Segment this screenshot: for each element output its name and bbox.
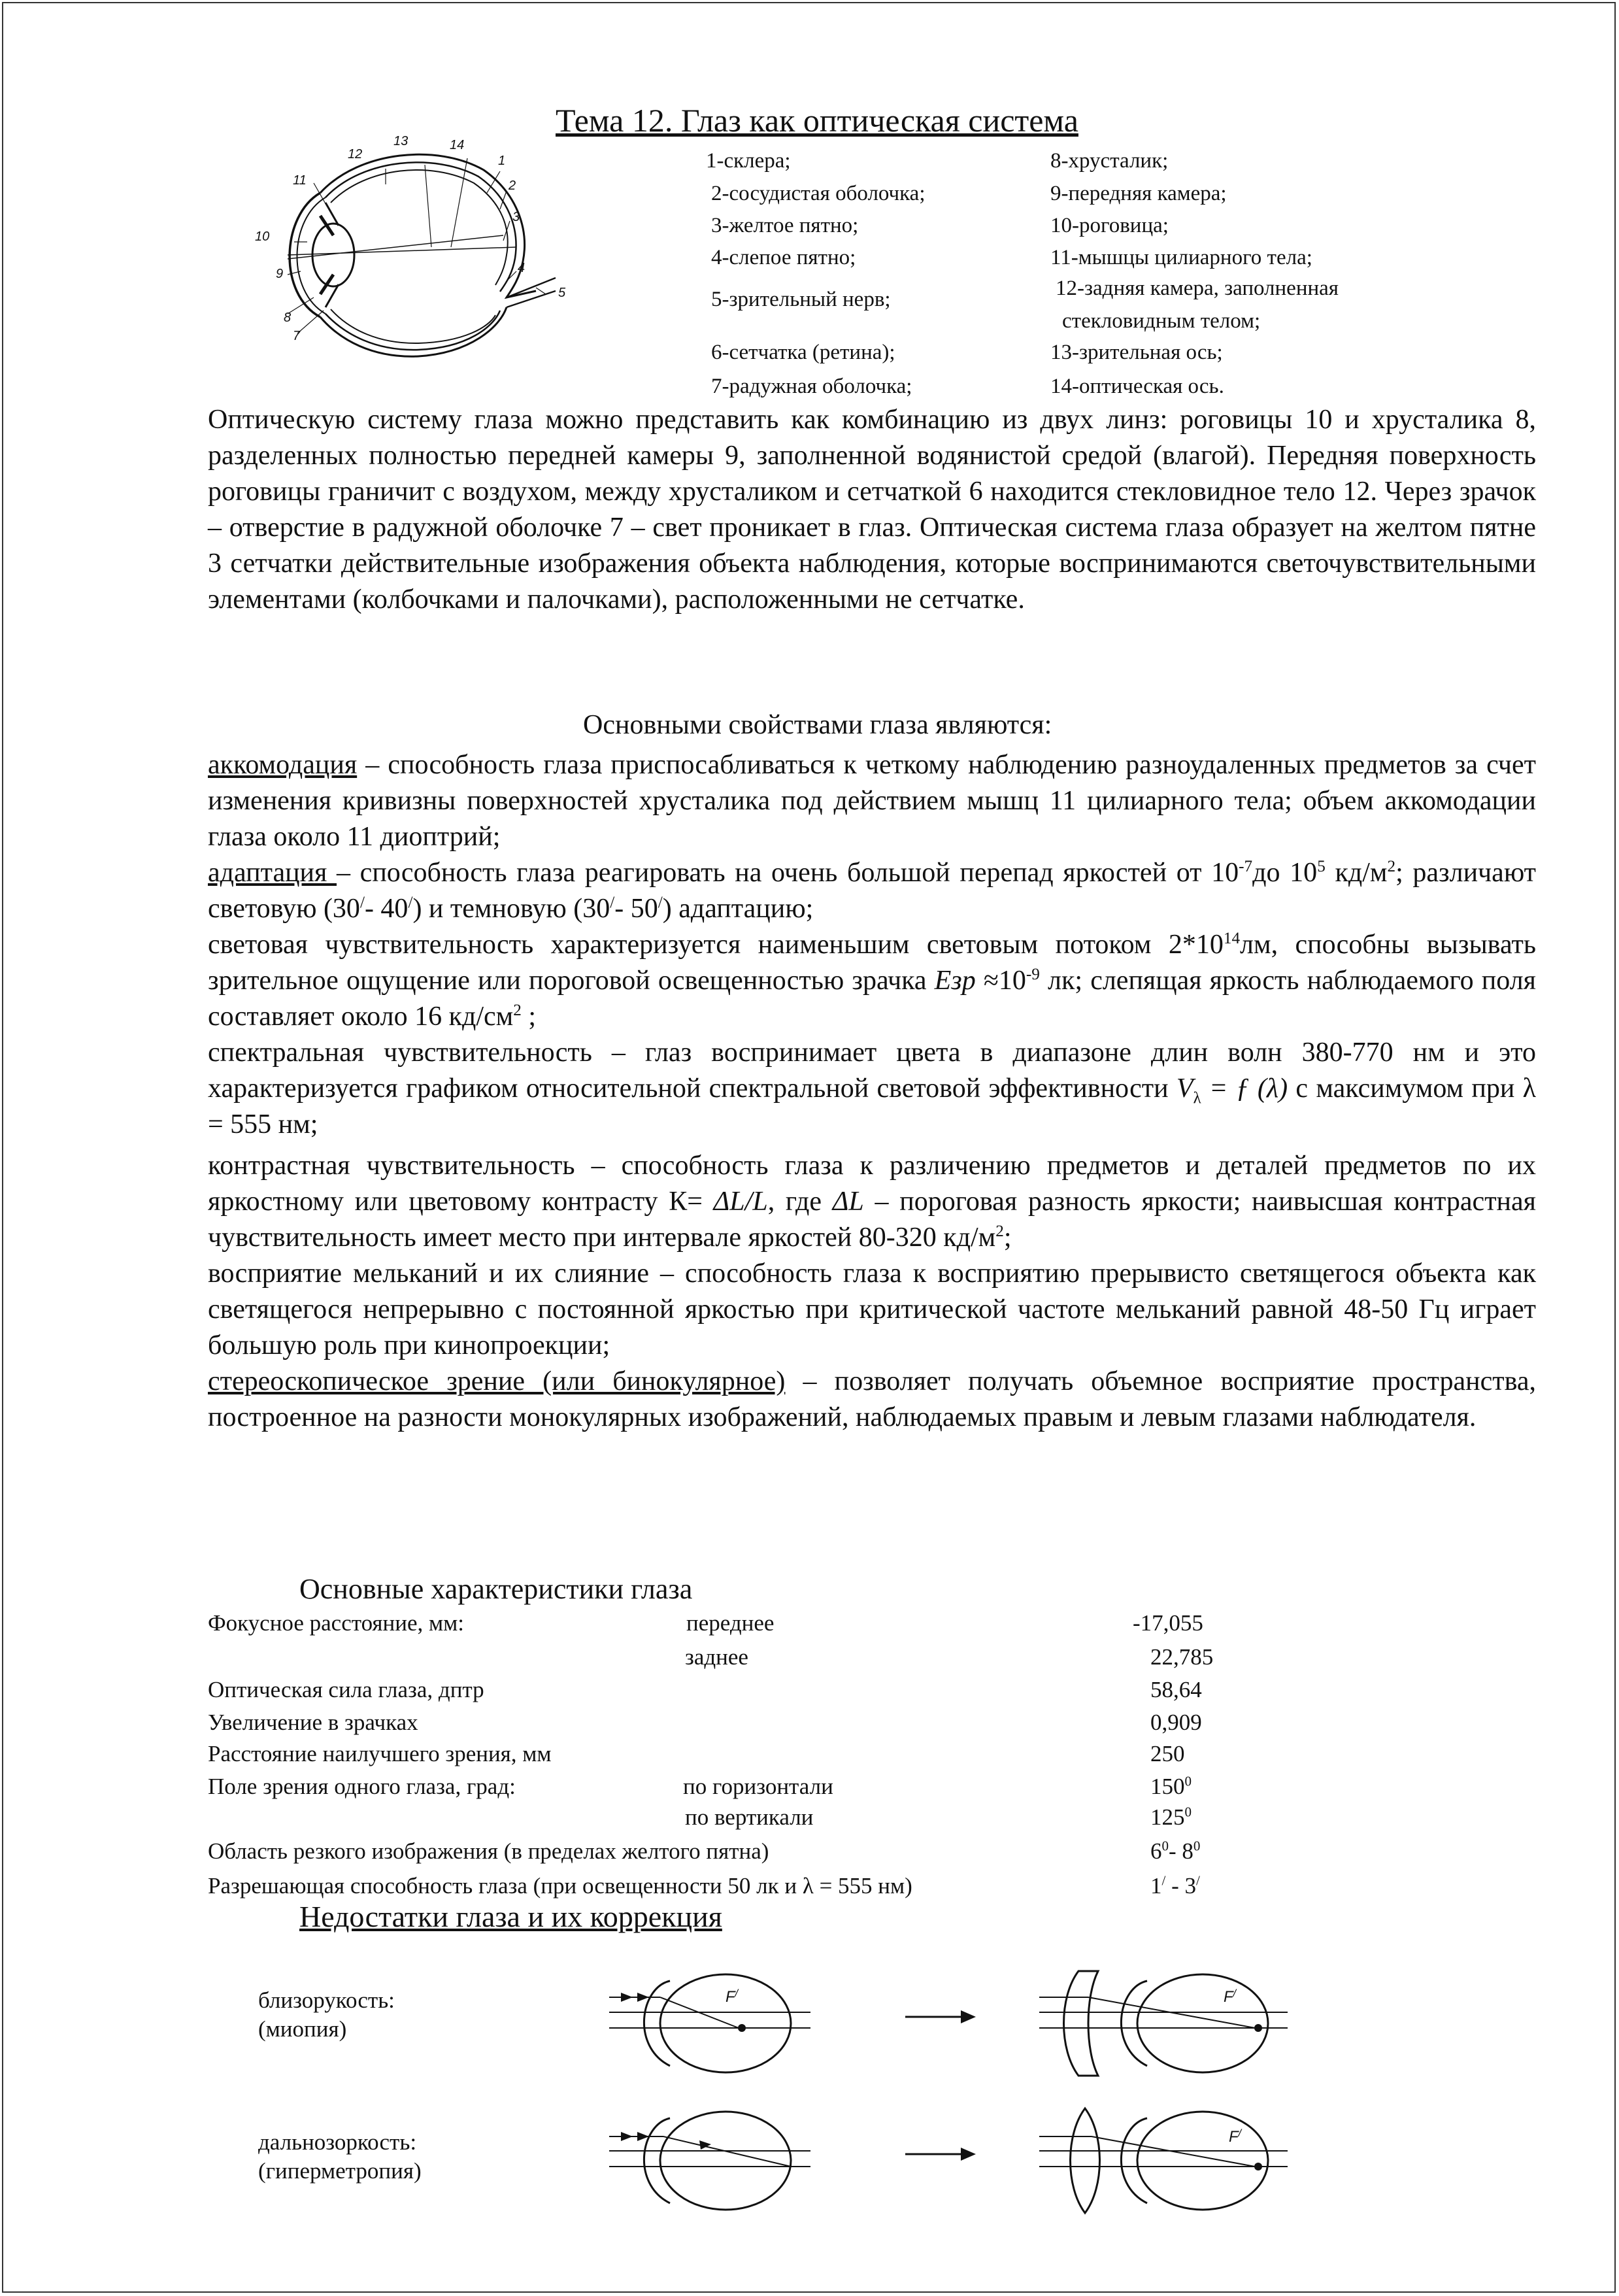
value-text: 6 <box>1150 1838 1162 1864</box>
value-text: 1 <box>1150 1873 1162 1899</box>
adaptation-text: – способность глаза реагировать на очень большой перепад яркостей от 10 <box>337 858 1239 888</box>
illuminance-symbol: Eзр <box>934 966 976 996</box>
formula: V <box>1176 1073 1193 1104</box>
myopia-label-line: (миопия) <box>258 2016 347 2042</box>
myopia-corrected-diagram <box>1033 1955 1294 2092</box>
char-value <box>1150 1873 1200 1899</box>
formula-sub: λ <box>1193 1089 1201 1107</box>
intro-paragraph <box>208 402 1536 618</box>
degree: 0 <box>1184 1773 1192 1789</box>
eye-diagram <box>242 131 582 373</box>
stereo-paragraph <box>208 1364 1536 1436</box>
eye-num-13: 13 <box>393 134 409 148</box>
char-value: 22,785 <box>1150 1644 1214 1670</box>
legend-item: 4-слепое пятно; <box>711 246 856 269</box>
light-text: лк; слепящая яркость наблюдаемого поля составляет около 16 кд/см <box>208 966 1536 1032</box>
prime: / <box>658 894 663 911</box>
char-label: Разрешающая способность глаза (при освещенности 50 лк и λ = 555 нм) <box>208 1873 912 1899</box>
char-label: Оптическая сила глаза, дптр <box>208 1677 484 1702</box>
char-label: Расстояние наилучшего зрения, мм <box>208 1741 552 1766</box>
legend-item: 6-сетчатка (ретина); <box>711 341 895 364</box>
char-label: Увеличение в зрачках <box>208 1710 418 1735</box>
prime: / <box>359 894 365 911</box>
adaptation-text: - 50 <box>614 894 658 924</box>
formula: = ƒ (λ) <box>1201 1073 1288 1104</box>
accommodation-paragraph <box>208 747 1536 855</box>
properties-section <box>208 747 1536 1436</box>
legend-item: 11-мышцы цилиарного тела; <box>1050 246 1312 269</box>
exponent: 2 <box>995 1223 1004 1240</box>
char-value: 250 <box>1150 1741 1185 1766</box>
degree: 0 <box>1193 1838 1201 1854</box>
legend-item: 8-хрусталик; <box>1050 149 1169 173</box>
contrast-text: , где <box>767 1187 833 1217</box>
legend-item: 1-склера; <box>706 149 791 173</box>
exponent: -9 <box>1026 966 1040 983</box>
hyperopia-eye-diagram <box>601 2099 817 2223</box>
legend-item: 5-зрительный нерв; <box>711 288 891 311</box>
adaptation-text: ; различают световую (30 <box>208 858 1536 924</box>
myopia-arrow <box>905 2007 977 2027</box>
accommodation-term: аккомодация <box>208 750 358 780</box>
stereo-text: – позволяет получать объемное восприятие пространства, построенное на разности монокулярных изображений, наблюдаемых правым и левым глазами наблюдателя. <box>208 1366 1536 1432</box>
page-title: Тема 12. Глаз как оптическая система <box>556 102 1078 139</box>
value-text: - 8 <box>1169 1838 1193 1864</box>
eye-num-5: 5 <box>558 286 566 300</box>
characteristics-heading: Основные характеристики глаза <box>299 1573 693 1605</box>
eye-num-7: 7 <box>293 329 301 343</box>
formula: ΔL/L <box>713 1187 768 1217</box>
adaptation-text: кд/м <box>1325 858 1388 888</box>
focus-label: F/ <box>1229 2128 1242 2146</box>
light-sensitivity-paragraph <box>208 927 1536 1035</box>
legend-item: 14-оптическая ось. <box>1050 375 1224 398</box>
hyperopia-label <box>258 2128 422 2186</box>
char-value <box>1150 1838 1200 1865</box>
accommodation-text: – способность глаза приспосабливаться к четкому наблюдению разноудаленных предметов за счет изменения кривизны поверхностей хрусталика под действием мышц 11 цилиарного тела; объем аккомодации глаза около 11 диоптрий; <box>208 750 1536 852</box>
degree: 0 <box>1161 1838 1169 1854</box>
prime: / <box>610 894 615 911</box>
myopia-label <box>258 1986 395 2044</box>
adaptation-text: ) адаптацию; <box>662 894 814 924</box>
contrast-sensitivity-paragraph <box>208 1148 1536 1256</box>
adaptation-text: до 10 <box>1252 858 1318 888</box>
legend-item: 13-зрительная ось; <box>1050 341 1223 364</box>
exponent: 14 <box>1223 930 1241 947</box>
prime: / <box>1196 1872 1200 1889</box>
hyperopia-label-line: дальнозоркость: <box>258 2129 417 2155</box>
light-text: ≈10 <box>975 966 1026 996</box>
eye-num-12: 12 <box>348 147 363 161</box>
light-text: световая чувствительность характеризуется наименьшим световым потоком 2*10 <box>208 930 1224 960</box>
exponent: 5 <box>1317 858 1326 875</box>
prime: / <box>1161 1872 1166 1889</box>
char-label: Область резкого изображения (в пределах желтого пятна) <box>208 1838 769 1864</box>
contrast-text: контрастная чувствительность – способность глаза к различению предметов и деталей предметов по их яркостному или цветовому контрасту К= <box>208 1151 1536 1217</box>
legend-item: 9-передняя камера; <box>1050 182 1227 205</box>
legend-item: 10-роговица; <box>1050 214 1169 237</box>
defects-heading: Недостатки глаза и их коррекция <box>299 1900 722 1933</box>
eye-num-14: 14 <box>450 138 465 152</box>
exponent: -7 <box>1239 858 1253 875</box>
properties-heading: Основными свойствами глаза являются: <box>583 710 1052 740</box>
legend-item: 3-желтое пятно; <box>711 214 859 237</box>
eye-num-3: 3 <box>512 210 520 224</box>
intro-text: Оптическую систему глаза можно представить как комбинацию из двух линз: роговицы 10 и хрусталика 8, разделенных полностью передней камеры 9, заполненной водянистой средой (влагой). Передняя поверхность роговицы граничит с воздухом, между хрусталиком и сетчаткой 6 находится стекловидное тело 12. Через зрачок – отверстие в радужной оболочке 7 – свет проникает в глаз. Оптическая система глаза образует на желтом пятне 3 сетчатки действительные изображения объекта наблюдения, которые воспринимаются светочувствительными элементами (колбочками и палочками), расположенными не сетчатке. <box>208 405 1536 615</box>
spectral-sensitivity-paragraph <box>208 1035 1536 1143</box>
adaptation-text: - 40 <box>364 894 409 924</box>
char-sub: заднее <box>685 1644 748 1670</box>
spectral-text: спектральная чувствительность – глаз воспринимает цвета в диапазоне длин волн 380-770 нм и это характеризуется графиком относительной спектральной световой эффективности <box>208 1038 1536 1104</box>
eye-num-11: 11 <box>293 173 307 188</box>
prime: / <box>408 894 413 911</box>
char-value: 0,909 <box>1150 1710 1202 1735</box>
eye-num-10: 10 <box>255 229 270 244</box>
exponent: 2 <box>513 1002 522 1019</box>
char-label: Фокусное расстояние, мм: <box>208 1610 465 1636</box>
hyperopia-corrected-diagram <box>1033 2092 1294 2229</box>
adaptation-paragraph <box>208 855 1536 927</box>
light-text: ; <box>521 1002 536 1032</box>
char-value: -17,055 <box>1133 1610 1203 1636</box>
eye-num-4: 4 <box>518 261 526 275</box>
spectral-text: с максимумом при λ = 555 нм; <box>208 1073 1536 1140</box>
value-text: 125 <box>1150 1804 1185 1830</box>
adaptation-text: ) и темновую (30 <box>412 894 610 924</box>
value-text: - 3 <box>1165 1873 1196 1899</box>
myopia-eye-diagram <box>601 1961 817 2085</box>
stereo-term: стереоскопическое зрение (или бинокулярное) <box>208 1366 786 1396</box>
hyperopia-arrow <box>905 2144 977 2164</box>
legend-item: 7-радужная оболочка; <box>711 375 912 398</box>
legend-item: стекловидным телом; <box>1062 309 1261 333</box>
light-text: лм, способны вызывать зрительное ощущение или пороговой освещенностью зрачка <box>208 930 1537 996</box>
eye-num-1: 1 <box>498 154 506 168</box>
hyperopia-label-line: (гиперметропия) <box>258 2158 422 2184</box>
char-sub: переднее <box>686 1610 775 1636</box>
eye-num-8: 8 <box>284 311 292 325</box>
contrast-text: – пороговая разность яркости; наивысшая контрастная чувствительность имеет место при интервале яркостей 80-320 кд/м <box>208 1187 1536 1253</box>
char-sub: по горизонтали <box>683 1774 833 1799</box>
adaptation-term: адаптация <box>208 858 337 888</box>
char-label: Поле зрения одного глаза, град: <box>208 1774 516 1799</box>
legend-item: 2-сосудистая оболочка; <box>711 182 926 205</box>
myopia-label-line: близорукость: <box>258 1987 395 2013</box>
flicker-paragraph: восприятие мельканий и их слияние – способность глаза к восприятию прерывисто светящегося объекта как светящегося непрерывно с постоянной яркостью при критической частоте мельканий равной 48-50 Гц играет большую роль при кинопроекции; <box>208 1258 1536 1360</box>
eye-num-9: 9 <box>276 267 284 281</box>
legend-item: 12-задняя камера, заполненная <box>1056 277 1339 300</box>
char-sub: по вертикали <box>685 1804 814 1830</box>
contrast-text: ; <box>1003 1223 1012 1253</box>
focus-label: F/ <box>726 1988 739 2006</box>
char-value <box>1150 1774 1192 1800</box>
formula: ΔL <box>832 1187 864 1217</box>
char-value: 58,64 <box>1150 1677 1202 1702</box>
eye-num-2: 2 <box>509 178 516 193</box>
exponent: 2 <box>1387 858 1396 875</box>
degree: 0 <box>1184 1804 1192 1820</box>
char-value <box>1150 1804 1192 1831</box>
focus-label: F/ <box>1224 1988 1237 2006</box>
value-text: 150 <box>1150 1774 1185 1799</box>
